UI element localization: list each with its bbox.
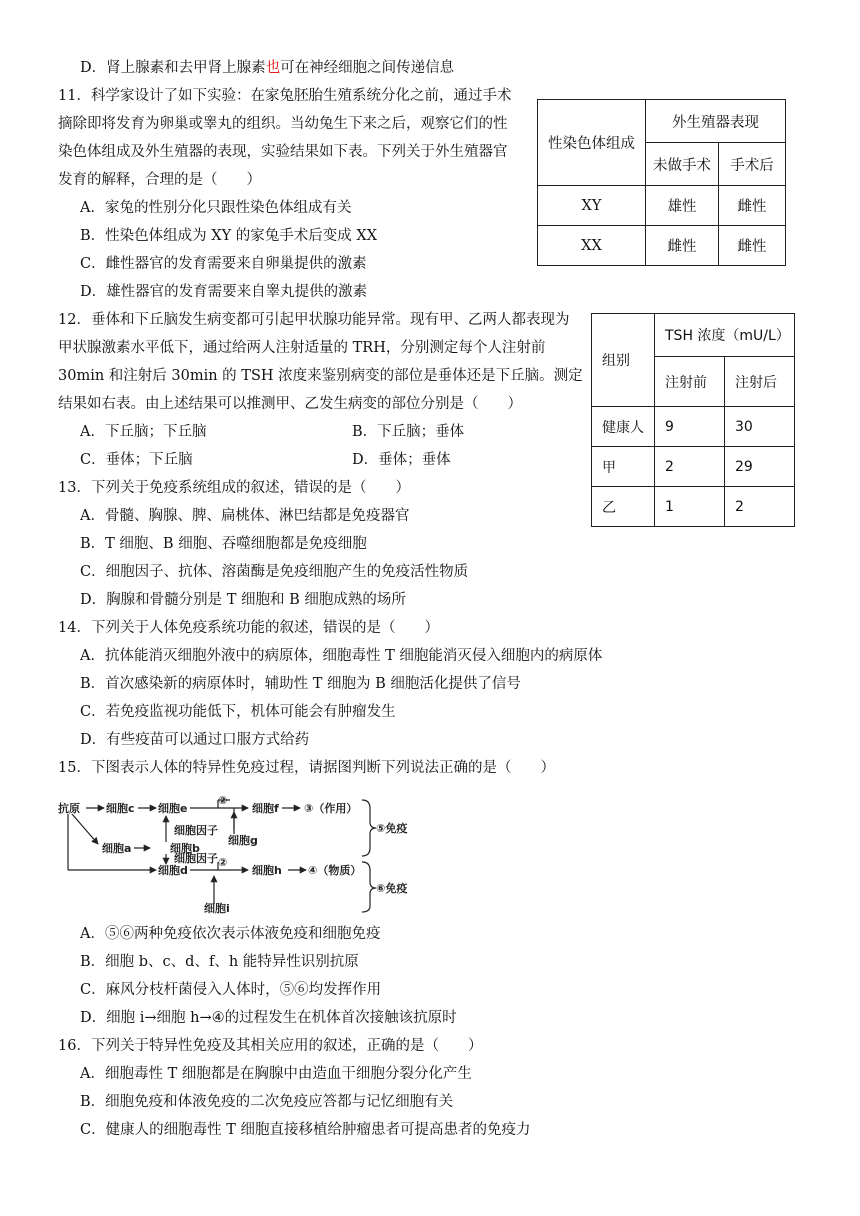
q14-option-b: B．首次感染新的病原体时，辅助性 T 细胞为 B 细胞活化提供了信号 (80, 676, 521, 692)
q15-option-a: A．⑤⑥两种免疫依次表示体液免疫和细胞免疫 (80, 926, 381, 942)
brace (362, 800, 376, 856)
diagram-label-immunity-5: ⑤免疫 (376, 822, 408, 835)
q11-cell: 雌性 (719, 226, 786, 266)
brace (362, 862, 376, 912)
q15-stem: 15．下图表示人体的特异性免疫过程，请据图判断下列说法正确的是（ ） (58, 760, 555, 776)
q12-option-a: A．下丘脑；下丘脑 (80, 424, 207, 440)
diagram-label-cell-b: 细胞b (170, 842, 200, 855)
q11-header-chromosome: 性染色体组成 (538, 100, 646, 186)
q16-option-a: A．细胞毒性 T 细胞都是在胸腺中由造血干细胞分裂分化产生 (80, 1066, 472, 1082)
q11-option-d: D．雄性器官的发育需要来自睾丸提供的激素 (80, 284, 368, 300)
q13-option-b: B．T 细胞、B 细胞、吞噬细胞都是免疫细胞 (80, 536, 367, 552)
diagram-label-cell-d: 细胞d (158, 864, 188, 877)
diagram-label-cytokine-2: 细胞因子 (174, 852, 218, 865)
q13-stem: 13．下列关于免疫系统组成的叙述，错误的是（ ） (58, 480, 410, 496)
q12-cell: 健康人 (592, 407, 655, 447)
q12-cell: 1 (655, 487, 725, 527)
q12-cell: 2 (725, 487, 795, 527)
diagram-label-cell-g: 细胞g (228, 834, 258, 847)
q11-cell: 雌性 (719, 186, 786, 226)
diagram-label-2-bottom: ② (218, 856, 228, 869)
q12-cell: 2 (655, 447, 725, 487)
q15-option-b: B．细胞 b、c、d、f、h 能特异性识别抗原 (80, 954, 359, 970)
q12-stem-2: 甲状腺激素水平低下，通过给两人注射适量的 TRH，分别测定每个人注射前 (58, 340, 546, 356)
diagram-label-cell-h: 细胞h (252, 864, 282, 877)
q16-option-b: B．细胞免疫和体液免疫的二次免疫应答都与记忆细胞有关 (80, 1094, 454, 1110)
diagram-label-cell-f: 细胞f (252, 802, 279, 815)
q11-table (537, 99, 786, 266)
q11-header-after-surgery: 手术后 (719, 143, 786, 186)
q12-header-after: 注射后 (725, 357, 795, 407)
q12-cell: 9 (655, 407, 725, 447)
arrow (72, 814, 98, 844)
q12-option-d: D．垂体；垂体 (352, 452, 451, 468)
q12-stem-3: 30min 和注射后 30min 的 TSH 浓度来鉴别病变的部位是垂体还是下丘脑。测定 (58, 368, 583, 384)
q11-cell: 雄性 (646, 186, 719, 226)
q11-stem-2: 摘除即将发育为卵巢或睾丸的组织。当幼兔生下来之后，观察它们的性 (58, 116, 508, 132)
q14-stem: 14．下列关于人体免疫系统功能的叙述，错误的是（ ） (58, 620, 439, 636)
q11-option-b: B．性染色体组成为 XY 的家兔手术后变成 XX (80, 228, 378, 244)
q11-option-c: C．雌性器官的发育需要来自卵巢提供的激素 (80, 256, 367, 272)
q12-stem-4: 结果如右表。由上述结果可以推测甲、乙发生病变的部位分别是（ ） (58, 396, 522, 412)
q15-option-d: D．细胞 i→细胞 h→④的过程发生在机体首次接触该抗原时 (80, 1010, 457, 1026)
q12-cell: 乙 (592, 487, 655, 527)
q11-option-a: A．家兔的性别分化只跟性染色体组成有关 (80, 200, 352, 216)
q14-option-a: A．抗体能消灭细胞外液中的病原体，细胞毒性 T 细胞能消灭侵入细胞内的病原体 (80, 648, 603, 664)
diagram-label-2-top: ② (218, 794, 228, 807)
q16-stem: 16．下列关于特异性免疫及其相关应用的叙述，正确的是（ ） (58, 1038, 483, 1054)
q16-option-c: C．健康人的细胞毒性 T 细胞直接移植给肿瘤患者可提高患者的免疫力 (80, 1122, 531, 1138)
q15-option-c: C．麻风分枝杆菌侵入人体时，⑤⑥均发挥作用 (80, 982, 382, 998)
q13-option-d: D．胸腺和骨髓分别是 T 细胞和 B 细胞成熟的场所 (80, 592, 406, 608)
diagram-label-cytokine-1: 细胞因子 (174, 824, 218, 837)
q12-table (591, 313, 795, 527)
diagram-label-antigen: 抗原 (58, 802, 80, 815)
q13-option-c: C．细胞因子、抗体、溶菌酶是免疫细胞产生的免疫活性物质 (80, 564, 469, 580)
q12-option-b: B．下丘脑；垂体 (352, 424, 465, 440)
q10-option-d: D．肾上腺素和去甲肾上腺素也可在神经细胞之间传递信息 (80, 60, 455, 76)
q11-header-no-surgery: 未做手术 (646, 143, 719, 186)
immune-process-diagram (58, 794, 438, 914)
q12-header-tsh: TSH 浓度（mU/L） (655, 314, 795, 357)
q12-cell: 甲 (592, 447, 655, 487)
q11-header-genital: 外生殖器表现 (646, 100, 786, 143)
q11-stem-1: 11．科学家设计了如下实验：在家兔胚胎生殖系统分化之前，通过手术 (58, 88, 512, 104)
diagram-label-cell-i: 细胞i (204, 902, 230, 914)
diagram-label-substance: ④（物质） (308, 864, 362, 877)
q11-stem-4: 发育的解释，合理的是（ ） (58, 172, 261, 188)
diagram-label-effect: ③（作用） (304, 802, 358, 815)
q12-option-c: C．垂体；下丘脑 (80, 452, 193, 468)
q13-option-a: A．骨髓、胸腺、脾、扁桃体、淋巴结都是免疫器官 (80, 508, 410, 524)
q12-header-before: 注射前 (655, 357, 725, 407)
q11-cell: 雌性 (646, 226, 719, 266)
q11-cell: XY (538, 186, 646, 226)
q12-cell: 30 (725, 407, 795, 447)
q11-stem-3: 染色体组成及外生殖器的表现，实验结果如下表。下列关于外生殖器官 (58, 144, 508, 160)
q11-cell: XX (538, 226, 646, 266)
diagram-label-immunity-6: ⑥免疫 (376, 882, 408, 895)
q14-option-c: C．若免疫监视功能低下，机体可能会有肿瘤发生 (80, 704, 396, 720)
diagram-label-cell-e: 细胞e (158, 802, 188, 815)
q12-cell: 29 (725, 447, 795, 487)
diagram-label-cell-a: 细胞a (102, 842, 132, 855)
q12-stem-1: 12．垂体和下丘脑发生病变都可引起甲状腺功能异常。现有甲、乙两人都表现为 (58, 312, 570, 328)
highlighted-char: 也 (265, 60, 281, 76)
diagram-label-cell-c: 细胞c (106, 802, 135, 815)
q14-option-d: D．有些疫苗可以通过口服方式给药 (80, 732, 310, 748)
q12-header-group: 组别 (592, 314, 655, 407)
